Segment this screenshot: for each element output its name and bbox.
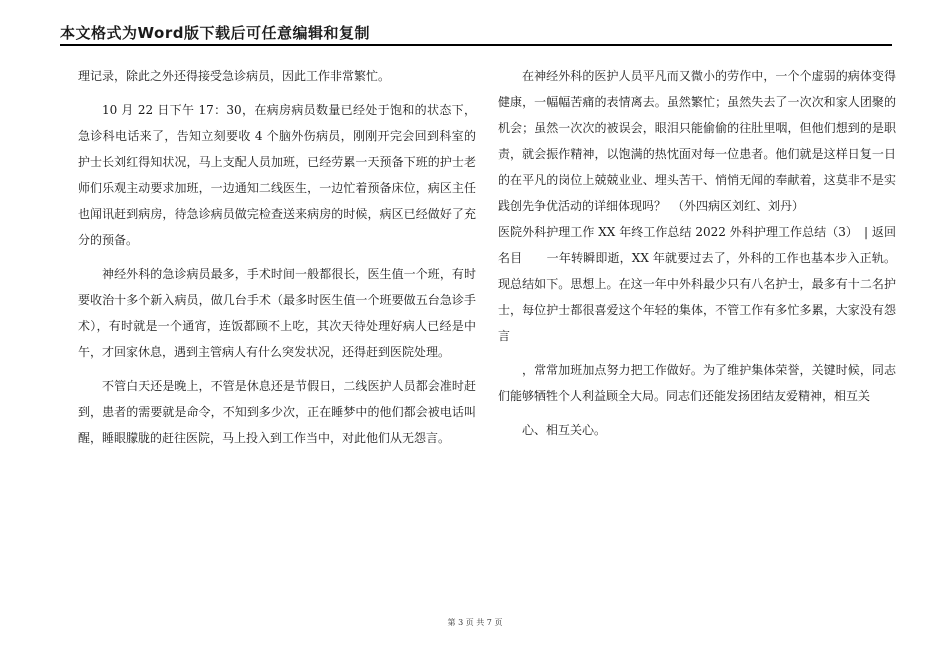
paragraph: 在神经外科的医护人员平凡而又微小的劳作中，一个个虚弱的病体变得健康，一幅幅苦痛的表情离去。虽然繁忙；虽然失去了一次次和家人团聚的机会；虽然一次次的被误会，眼泪只能偷偷的往肚里咽，但他们想到的是职责，就会振作精神，以饱满的热忱面对每一位患者。他们就是这样日复一日的在平凡的岗位上兢兢业业、埋头苦干、悄悄无闻的奉献着，这莫非不是实践创先争优活动的详细体现吗？ （外四病区刘红、刘丹） — [498, 69, 896, 213]
left-column — [78, 63, 476, 451]
right-column — [498, 63, 896, 443]
paragraph: ，常常加班加点努力把工作做好。为了维护集体荣誉，关键时候，同志们能够牺牲个人利益顾全大局。同志们还能发扬团结友爱精神，相互关 — [498, 363, 896, 403]
paragraph: 神经外科的急诊病员最多，手术时间一般都很长，医生值一个班，有时要收治十多个新入病员，做几台手术（最多时医生值一个班要做五台急诊手术），有时就是一个通宵，连饭都顾不上吃，其次天待处理好病人已经是中午，才回家休息，遇到主管病人有什么突发状况，还得赶到医院处理。 — [78, 267, 476, 359]
paragraph: 10 月 22 日下午 17：30，在病房病员数量已经处于饱和的状态下，急诊科电话来了，告知立刻要收 4 个脑外伤病员，刚刚开完会回到科室的护士长刘红得知状况，马上支配人员加班，已经劳累一天预备下班的护士老师们乐观主动要求加班，一边通知二线医生，一边忙着预备床位，病区主任也闻讯赶到病房，待急诊病员做完检查送来病房的时候，病区已经做好了充分的预备。 — [78, 103, 476, 247]
paragraph: 不管白天还是晚上，不管是休息还是节假日，二线医护人员都会准时赶到，患者的需要就是命令，不知到多少次，正在睡梦中的他们都会被电话叫醒，睡眼朦胧的赶往医院，马上投入到工作当中，对此他们从无怨言。 — [78, 379, 476, 445]
document-banner: 本文格式为Word版下载后可任意编辑和复制 — [60, 24, 370, 42]
paragraph: 理记录，除此之外还得接受急诊病员，因此工作非常繁忙。 — [78, 69, 391, 83]
paragraph: 医院外科护理工作 XX 年终工作总结 2022 外科护理工作总结（3） | 返回名目 一年转瞬即逝，XX 年就要过去了，外科的工作也基本步入正轨。现总结如下。思想上。在这一年中外科最少只有八名护士，最多有十二名护士，每位护士都很喜爱这个年轻的集体，不管工作有多忙多累，大家没有怨言 — [498, 225, 896, 343]
paragraph: 心、相互关心。 — [522, 423, 607, 437]
header-rule — [60, 44, 892, 46]
page-number: 第 3 页 共 7 页 — [447, 618, 503, 627]
